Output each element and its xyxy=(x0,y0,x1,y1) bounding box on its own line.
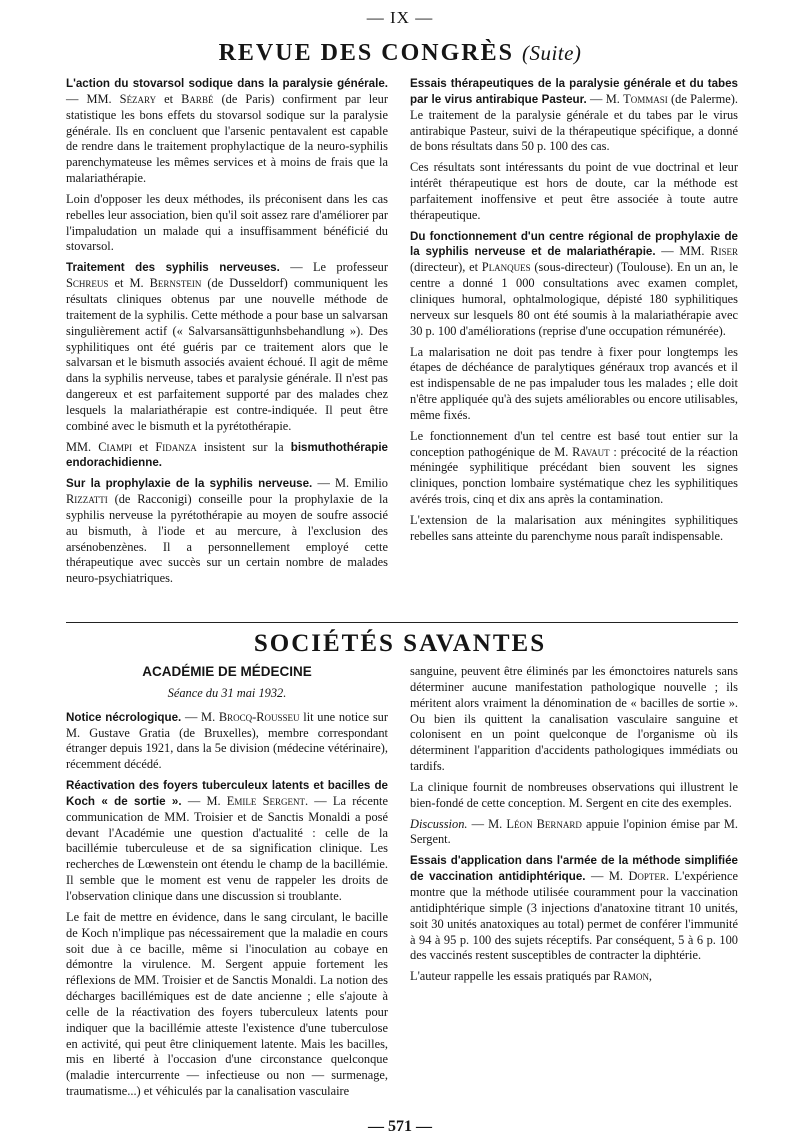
section-title-text: REVUE DES CONGRÈS xyxy=(218,40,514,66)
article-stovarsol: L'action du stovarsol sodique dans la paralysie générale.— MM. Sézary et Barbé (de Paris) confirment par leur statistique les bons effets du stovarsol sodique sur la paralysie générale. Ils en concluent que l'arsenic pentavalent est capable de rendre dans le traitement prophylactique de la neuro-syphilis parenchymateuse les mêmes services et à moins de frais que la malariathérapie. xyxy=(66,77,388,186)
author-name: Riser xyxy=(710,244,738,259)
author-name: Ciampi xyxy=(98,439,133,454)
article-centre-regional: Du fonctionnement d'un centre régional de prophylaxie de la syphilis nerveuse et de malariathérapie. — MM. Riser (directeur), et Planques (sous-directeur) (Toulouse). En un an, le centre a donné 1 000 consultations avec examen complet, cliniques humoral, ophtalmologique, dépisté 180 syphilitiques nerveux sur lesquels 80 ont été soumis à la malariathérapie avec 30 p. 100 d'améliorations (reprise d'une occupation rémunérée). xyxy=(410,229,739,338)
page-number: — 571 — xyxy=(368,1118,432,1135)
article-traitement-syphilis: Traitement des syphilis nerveuses. — Le professeur Schreus et M. Bernstein (de Dusseldorf) communiquent les résultats cliniques obtenus par une nouvelle méthode de traitement de la syphilis. Cette méthode a pour base un salvarsan singulièrement actif (« Salvarsansättigunhsbehandlung »). Des syphilitiques ont été guéris par ce traitement alors que le salvarsan et le bismuth associés avaient échoué. Il agit de même dans la syphilis nerveuse, tabes et paralysie générale. Il n'est pas dangereux et est parfaitement supporté par des malades chez lesquels la malariathérapie est contre-indiquée. Il peut être combiné avec le bismuth et la pyrétothérapie. xyxy=(66,260,389,433)
author-name: Fidanza xyxy=(155,439,197,454)
article-vaccination-antidiphterique: Essais d'application dans l'armée de la méthode simplifiée de vaccination antidiphtérique. — M. Dopter. L'expérience montre que la méthode utilisée couramment pour la vaccination antidiphtérique simple (3 injections d'anatoxine titrant 10 unités, soit 30 unités anatoxiques au total) permet de conférer l'immunité à 94 à 95 p. 100 des sujets réceptifs. Par conséquent, 5 à 6 p. 100 des vaccinés restent susceptibles de contracter la diphtérie. xyxy=(410,854,738,963)
author-name: Schreus xyxy=(66,276,109,291)
section-title-suite: (Suite) xyxy=(521,41,582,65)
article-heading: bismuthothérapie endorachidienne. xyxy=(66,440,389,470)
author-name: Ramon, xyxy=(613,969,653,984)
article-heading: Traitement des syphilis nerveuses. xyxy=(66,261,280,275)
section-title-societes-savantes: SOCIÉTÉS SAVANTES xyxy=(253,630,547,657)
paragraph: La clinique fournit de nombreuses observations qui illustrent le bien-fondé de cette conception. M. Sergent en cite des exemples. xyxy=(410,779,738,810)
author-name: Rizzatti xyxy=(66,492,108,507)
author-name: Barbé xyxy=(181,91,214,106)
article-prophylaxie: Sur la prophylaxie de la syphilis nerveuse. — M. Emilio Rizzatti (de Racconigi) conseille pour la prophylaxie de la syphilis nerveuse la pyrétothérapie au moyen de soufre associé au bismuth, à l'iode et au mercure, à l'exclusion des arsénobenzènes. Il a personnellement employé cette thérapeutique avec succès sur un certain nombre de malades neuro-psychiatriques. xyxy=(66,476,388,586)
article-virus-antirabique: Essais thérapeutiques de la paralysie générale et du tabes par le virus antirabique Pasteur. — M. Tommasi (de Palerme). Le traitement de la paralysie générale et du tabes par le virus antirabique Pasteur, suivi de la thérapeutique spécifique, a donné de bons résultats dans 50 p. 100 des cas. xyxy=(410,77,738,154)
author-name: Brocq-Rousseu xyxy=(218,709,300,724)
paragraph: Ces résultats sont intéressants du point de vue doctrinal et leur intérêt thérapeutique est hors de doute, car la méthode est parfaitement inoffensive et peut être associée à toute autre thérapeutique. xyxy=(410,160,738,222)
lower-right-column xyxy=(410,664,738,985)
article-heading: L'action du stovarsol sodique dans la paralysie générale. xyxy=(66,77,388,90)
author-name: Bernstein xyxy=(149,276,202,291)
session-date: Séance du 31 mai 1932. xyxy=(167,685,287,700)
page-folio-roman: — IX — xyxy=(366,8,434,27)
paragraph: La malarisation ne doit pas tendre à fixer pour longtemps les étapes de déchéance de paralytiques généraux trop avancés et il est indispensable de ne pas impaluder tous les malades ; elle doit n'être appliquée qu'à des sujets améliorables ou encore utilisables, même fixés. xyxy=(410,344,738,422)
paragraph-continued: Le fait de mettre en évidence, dans le sang circulant, le bacille de Koch n'implique pas nécessairement que la maladie en cours soit due à ce bacille, même si l'inoculation au cobaye en démontre la virulence. M. Sergent appuie fortement les réflexions de MM. Troisier et de Sanctis Monaldi. La notion des décharges bacillémiques est de date ancienne ; elle s'ajoute à celle de la réactivation des foyers tuberculeux latents pour indiquer que la bacillémie atteste l'existence d'une tuberculose en activité, qui peut être cliniquement latente. Mais les bacilles, mis en liberté à l'occasion d'une circonstance quelconque (maladie intercurrente — infectieuse ou non — surmenage, traumatisme...) et véhiculés par la canalisation vasculaire xyxy=(66,909,388,1099)
upper-right-column xyxy=(410,76,738,545)
paragraph: Le fonctionnement d'un tel centre est basé tout entier sur la conception pathogénique de M. Ravaut : précocité de la réaction méningée syphilitique précédant bien souvent les signes cliniques, ponction lombaire systématique chez les syphilitiques avérés trois, cinq et dix ans après la contamination. xyxy=(410,428,738,507)
article-heading: Notice nécrologique. xyxy=(66,710,182,724)
section-divider xyxy=(66,622,738,623)
paragraph-continuation: sanguine, peuvent être éliminés par les émonctoires naturels sans déterminer aucune manifestation pathologique nouvelle ; ils méritent alors vraiment la dénomination de « bacilles de sortie ». Ou bien ils quittent la canalisation vasculaire sanguine et colonisent en un point quelconque de l'organisme où ils déterminent l'apparition d'accidents pathologiques immédiats ou tardifs. xyxy=(410,664,738,774)
article-heading: Essais thérapeutiques de la paralysie générale et du tabes par le virus antirabique Pasteur. xyxy=(410,77,738,106)
author-name: Emile Sergent xyxy=(226,793,305,808)
paragraph: Loin d'opposer les deux méthodes, ils préconisent dans les cas rebelles leur association, bien qu'il soit assez rare d'améliorer par l'impaludation un malade qui a insuffisamment bénéficié du stovarsol. xyxy=(66,191,388,254)
section-title-revue-des-congres xyxy=(0,40,800,67)
academy-heading: ACADÉMIE DE MÉDECINE xyxy=(142,664,312,679)
paragraph: L'extension de la malarisation aux méningites syphilitiques rebelles sans atteinte du parenchyme nous paraît indispensable. xyxy=(410,512,738,543)
discussion-label: Discussion. xyxy=(410,816,468,831)
article-reactivation: Réactivation des foyers tuberculeux latents et bacilles de Koch « de sortie ». — M. Emile Sergent. — La récente communication de MM. Troisier et de Sanctis Monaldi a posé devant l'Académie une question d'actualité : celle de la bacillémie tuberculeuse et de sa signification clinique. Les recherches de Lœwenstein ont étendu le champ de la bacillémie. Il semble que le moment est venu de rappeler les droits de l'observation clinique dans une discussion si troublante. xyxy=(66,779,388,903)
article-heading: Du fonctionnement d'un centre régional de prophylaxie de la syphilis nerveuse et de malariathérapie. xyxy=(410,229,738,259)
author-name: Dopter xyxy=(628,869,666,884)
article-necrologie: Notice nécrologique. — M. Brocq-Rousseu lit une notice sur M. Gustave Gratia (de Bruxelles), membre correspondant étranger depuis 1921, dans la 5e division (médecine vétérinaire), récemment décédé. xyxy=(66,709,388,772)
author-name: Planques xyxy=(481,260,531,275)
article-heading: Essais d'application dans l'armée de la méthode simplifiée de vaccination antidiphtérique. xyxy=(410,854,738,884)
author-name: Ravaut xyxy=(572,444,610,459)
author-name: Tommasi xyxy=(623,91,668,106)
article-bismuthotherapie: MM. Ciampi et Fidanza insistent sur la bismuthothérapie endorachidienne. xyxy=(66,439,389,470)
article-heading: Réactivation des foyers tuberculeux latents et bacilles de Koch « de sortie ». xyxy=(66,779,388,808)
article-discussion: Discussion. — M. Léon Bernard appuie l'opinion émise par M. Sergent. xyxy=(410,816,739,847)
paragraph: L'auteur rappelle les essais pratiqués par Ramon, xyxy=(410,969,653,984)
lower-left-column xyxy=(66,664,388,1100)
article-heading: Sur la prophylaxie de la syphilis nerveuse. xyxy=(66,477,313,491)
author-name: Léon Bernard xyxy=(506,816,582,831)
upper-left-column xyxy=(66,76,388,587)
author-name: Sézary xyxy=(119,91,157,106)
